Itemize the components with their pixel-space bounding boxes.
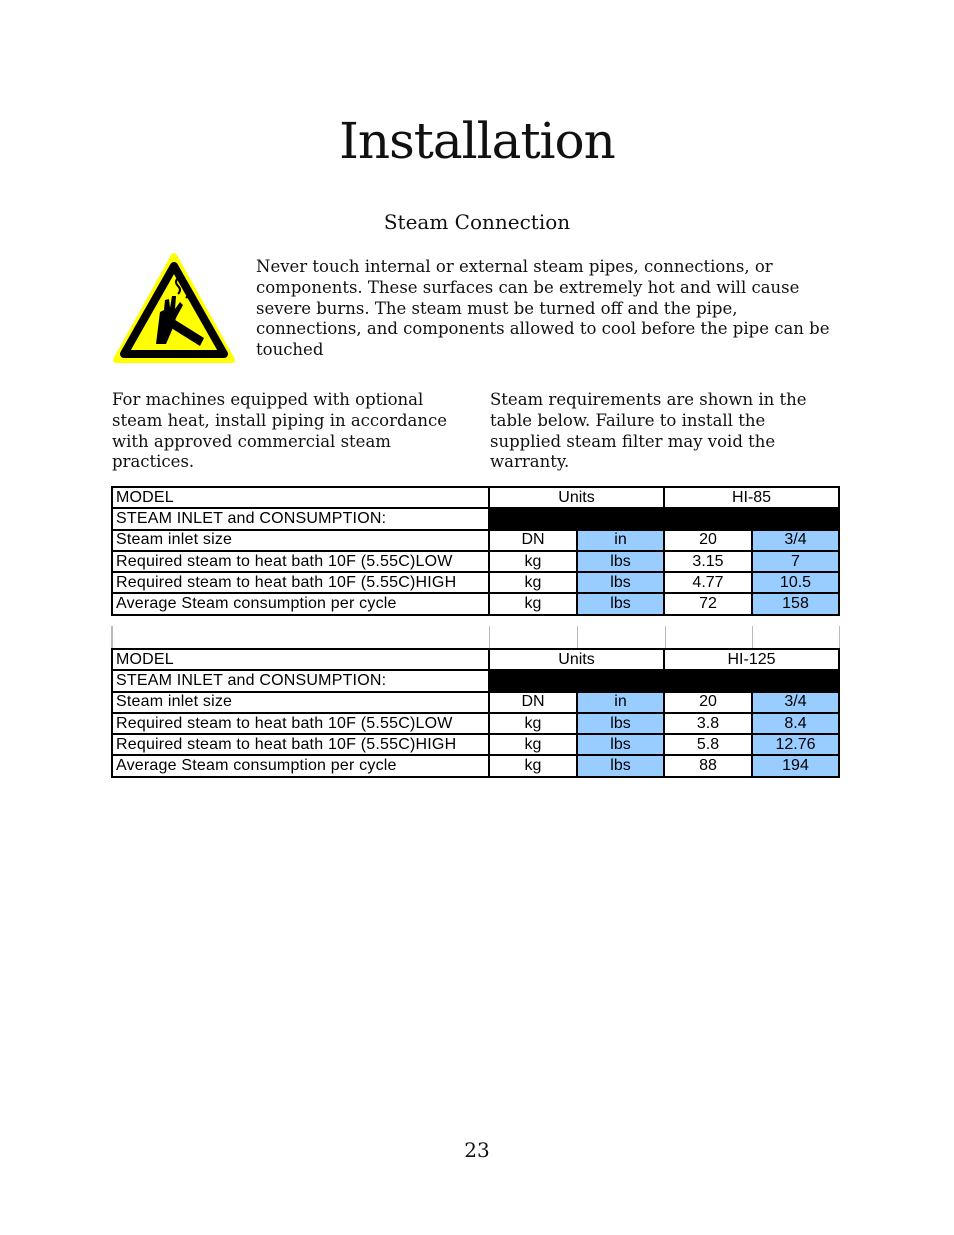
unit-imperial: lbs [577, 713, 664, 734]
header-bar [489, 670, 839, 691]
table-header-row [112, 487, 839, 508]
section-row [112, 508, 839, 529]
table-row [112, 755, 839, 776]
section-title: Steam Connection [383, 210, 571, 234]
row-label: Required steam to heat bath 10F (5.55C)HIGH [112, 572, 489, 593]
row-label: Average Steam consumption per cycle [112, 755, 489, 776]
row-label: Required steam to heat bath 10F (5.55C)LOW [112, 713, 489, 734]
model-label: MODEL [112, 649, 489, 670]
units-label: Units [489, 487, 664, 508]
value-imperial: 194 [752, 755, 839, 776]
value-metric: 88 [664, 755, 752, 776]
table-row [112, 734, 839, 755]
unit-metric: DN [489, 692, 577, 713]
table-header-row [112, 649, 839, 670]
unit-imperial: lbs [577, 551, 664, 572]
header-bar [489, 508, 839, 529]
value-imperial: 158 [752, 593, 839, 614]
unit-imperial: lbs [577, 572, 664, 593]
unit-imperial: lbs [577, 734, 664, 755]
value-metric: 3.15 [664, 551, 752, 572]
unit-metric: kg [489, 734, 577, 755]
left-paragraph: For machines equipped with optional steam heat, install piping in accordance with approved commercial steam practices. [112, 390, 448, 472]
value-metric: 3.8 [664, 713, 752, 734]
model-label: MODEL [112, 487, 489, 508]
right-paragraph: Steam requirements are shown in the table below. Failure to install the supplied steam filter may void the warranty. [490, 390, 807, 472]
unit-metric: kg [489, 551, 577, 572]
unit-imperial: in [577, 692, 664, 713]
row-label: Required steam to heat bath 10F (5.55C)LOW [112, 551, 489, 572]
steam-table-hi85 [111, 486, 840, 616]
page-number: 23 [464, 1138, 490, 1162]
unit-imperial: lbs [577, 755, 664, 776]
table-row [112, 713, 839, 734]
row-label: Steam inlet size [112, 692, 489, 713]
section-row [112, 670, 839, 691]
row-label: Steam inlet size [112, 530, 489, 551]
value-metric: 5.8 [664, 734, 752, 755]
unit-metric: kg [489, 713, 577, 734]
section-label: STEAM INLET and CONSUMPTION: [112, 508, 489, 529]
spacer-divider [839, 626, 840, 648]
table-row [112, 530, 839, 551]
spacer-divider [752, 626, 753, 648]
model-name: HI-85 [664, 487, 839, 508]
row-label: Required steam to heat bath 10F (5.55C)HIGH [112, 734, 489, 755]
page-title: Installation [339, 112, 615, 170]
unit-imperial: in [577, 530, 664, 551]
table-row [112, 551, 839, 572]
value-metric: 4.77 [664, 572, 752, 593]
row-label: Average Steam consumption per cycle [112, 593, 489, 614]
model-name: HI-125 [664, 649, 839, 670]
unit-imperial: lbs [577, 593, 664, 614]
unit-metric: kg [489, 593, 577, 614]
table-row [112, 692, 839, 713]
unit-metric: DN [489, 530, 577, 551]
value-imperial: 8.4 [752, 713, 839, 734]
value-metric: 20 [664, 692, 752, 713]
units-label: Units [489, 649, 664, 670]
hot-surface-warning-icon [112, 252, 236, 364]
unit-metric: kg [489, 572, 577, 593]
unit-metric: kg [489, 755, 577, 776]
value-imperial: 3/4 [752, 530, 839, 551]
value-metric: 20 [664, 530, 752, 551]
value-imperial: 10.5 [752, 572, 839, 593]
section-label: STEAM INLET and CONSUMPTION: [112, 670, 489, 691]
spacer-divider [489, 626, 490, 648]
steam-table-hi125 [111, 648, 840, 778]
warning-text: Never touch internal or external steam pipes, connections, or components. These surfaces can be extremely hot and will cause severe burns. The steam must be turned off and the pipe, connections, and components allowed to cool before the pipe can be touched [256, 257, 830, 360]
spacer-divider [665, 626, 666, 648]
value-imperial: 12.76 [752, 734, 839, 755]
value-metric: 72 [664, 593, 752, 614]
value-imperial: 3/4 [752, 692, 839, 713]
table-row [112, 593, 839, 614]
table-row [112, 572, 839, 593]
table-spacer-row [111, 626, 840, 648]
value-imperial: 7 [752, 551, 839, 572]
spacer-divider [577, 626, 578, 648]
